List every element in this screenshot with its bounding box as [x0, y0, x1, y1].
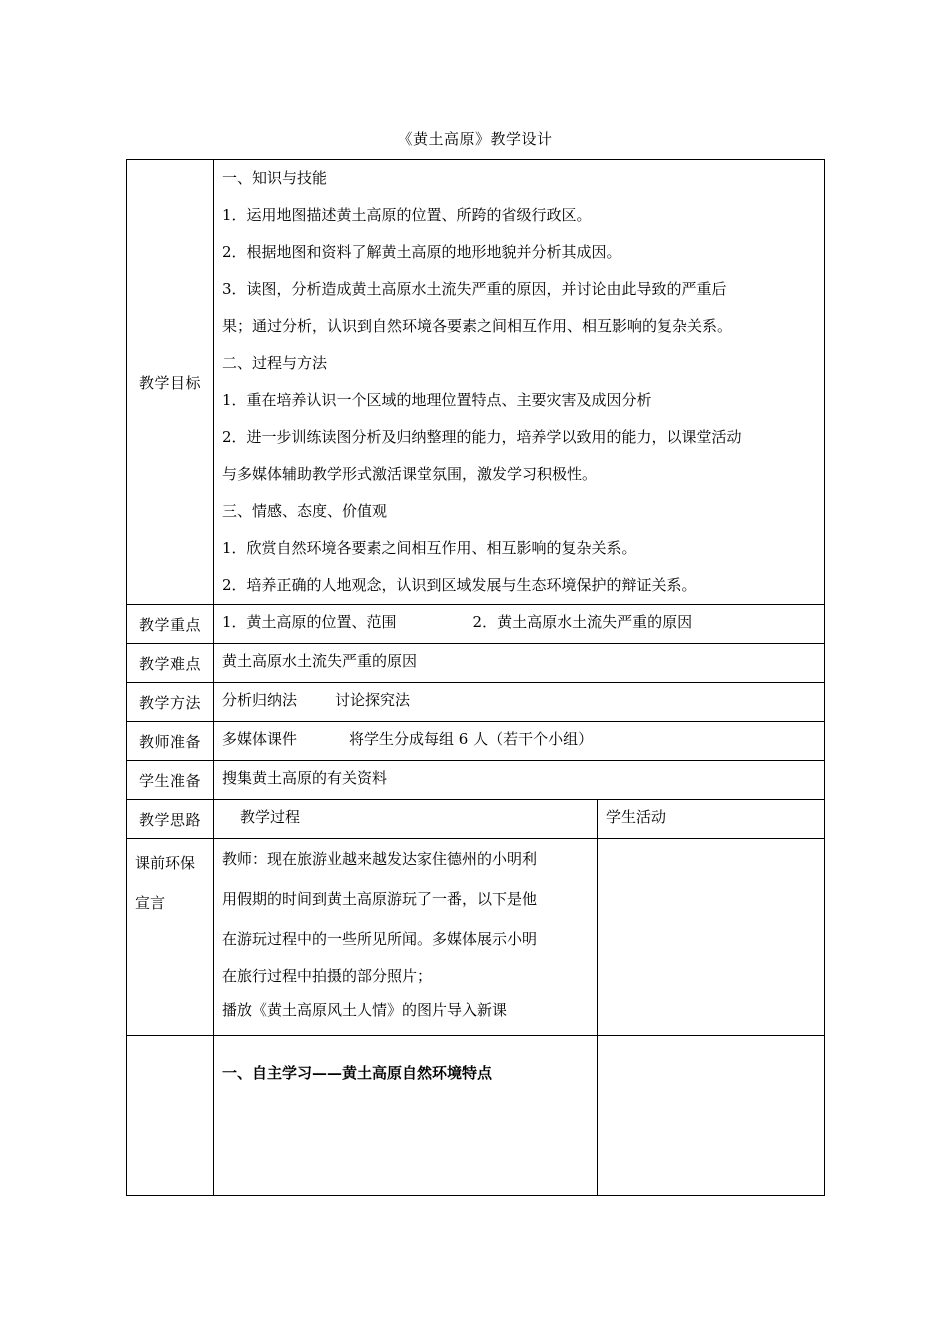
preclass-line: 用假期的时间到黄土高原游玩了一番，以下是他 — [222, 890, 538, 908]
preclass-label — [127, 839, 214, 1036]
goals-row — [127, 160, 825, 605]
teacher-prep-1: 多媒体课件 — [222, 730, 298, 748]
teacher-prep-2: 将学生分成每组 6 人（若干个小组） — [349, 730, 594, 748]
teacher-prep-row — [127, 722, 825, 761]
key-point-1: 1．黄土高原的位置、范围 — [222, 613, 397, 631]
teacher-prep-label: 教师准备 — [127, 722, 214, 761]
approach-row — [127, 800, 825, 839]
goals-line: 二、过程与方法 — [222, 354, 328, 372]
goals-line: 2．根据地图和资料了解黄土高原的地形地貌并分析其成因。 — [222, 243, 622, 261]
methods-label: 教学方法 — [127, 683, 214, 722]
goals-line: 1．运用地图描述黄土高原的位置、所跨的省级行政区。 — [222, 206, 592, 224]
student-prep-label: 学生准备 — [127, 761, 214, 800]
lesson-plan-table — [126, 159, 825, 1196]
preclass-line: 教师：现在旅游业越来越发达家住德州的小明利 — [222, 850, 538, 868]
goals-line: 2．进一步训练读图分析及归纳整理的能力，培养学以致用的能力，以课堂活动 — [222, 428, 742, 446]
preclass-activity-cell — [598, 839, 825, 1036]
approach-label: 教学思路 — [127, 800, 214, 839]
key-points-row — [127, 605, 825, 644]
page-title: 《黄土高原》教学设计 — [397, 130, 553, 148]
goals-content — [214, 160, 825, 605]
student-prep-row — [127, 761, 825, 800]
key-points-label: 教学重点 — [127, 605, 214, 644]
goals-line: 3．读图，分析造成黄土高原水土流失严重的原因，并讨论由此导致的严重后 — [222, 280, 727, 298]
student-prep-text: 搜集黄土高原的有关资料 — [222, 769, 388, 787]
preclass-row — [127, 839, 825, 1036]
goals-line: 1．重在培养认识一个区域的地理位置特点、主要灾害及成因分析 — [222, 391, 652, 409]
goals-line: 与多媒体辅助教学形式激活课堂氛围，激发学习积极性。 — [222, 465, 598, 483]
process-header: 教学过程 — [240, 808, 301, 826]
difficulty-text: 黄土高原水土流失严重的原因 — [222, 652, 418, 670]
methods-row — [127, 683, 825, 722]
difficulty-row — [127, 644, 825, 683]
activity-header: 学生活动 — [606, 808, 667, 826]
section1-row — [127, 1036, 825, 1196]
goals-line: 1．欣赏自然环境各要素之间相互作用、相互影响的复杂关系。 — [222, 539, 637, 557]
method-2: 讨论探究法 — [335, 691, 411, 709]
goals-line: 三、情感、态度、价值观 — [222, 502, 388, 520]
preclass-line: 播放《黄土高原风土人情》的图片导入新课 — [222, 1001, 508, 1019]
section1-heading: 一、自主学习——黄土高原自然环境特点 — [222, 1064, 493, 1082]
section1-label-cell — [127, 1036, 214, 1196]
preclass-label-line: 课前环保 — [135, 854, 196, 872]
goals-line: 一、知识与技能 — [222, 169, 328, 187]
preclass-line: 在游玩过程中的一些所见所闻。多媒体展示小明 — [222, 930, 538, 948]
method-1: 分析归纳法 — [222, 691, 298, 709]
goals-line: 2．培养正确的人地观念，认识到区域发展与生态环境保护的辩证关系。 — [222, 576, 697, 594]
goals-line: 果；通过分析，认识到自然环境各要素之间相互作用、相互影响的复杂关系。 — [222, 317, 733, 335]
preclass-label-line: 宣言 — [135, 894, 166, 912]
difficulty-label: 教学难点 — [127, 644, 214, 683]
section1-activity-cell — [598, 1036, 825, 1196]
preclass-line: 在旅行过程中拍摄的部分照片； — [222, 967, 433, 985]
goals-label: 教学目标 — [127, 160, 214, 605]
key-point-2: 2．黄土高原水土流失严重的原因 — [472, 613, 693, 631]
